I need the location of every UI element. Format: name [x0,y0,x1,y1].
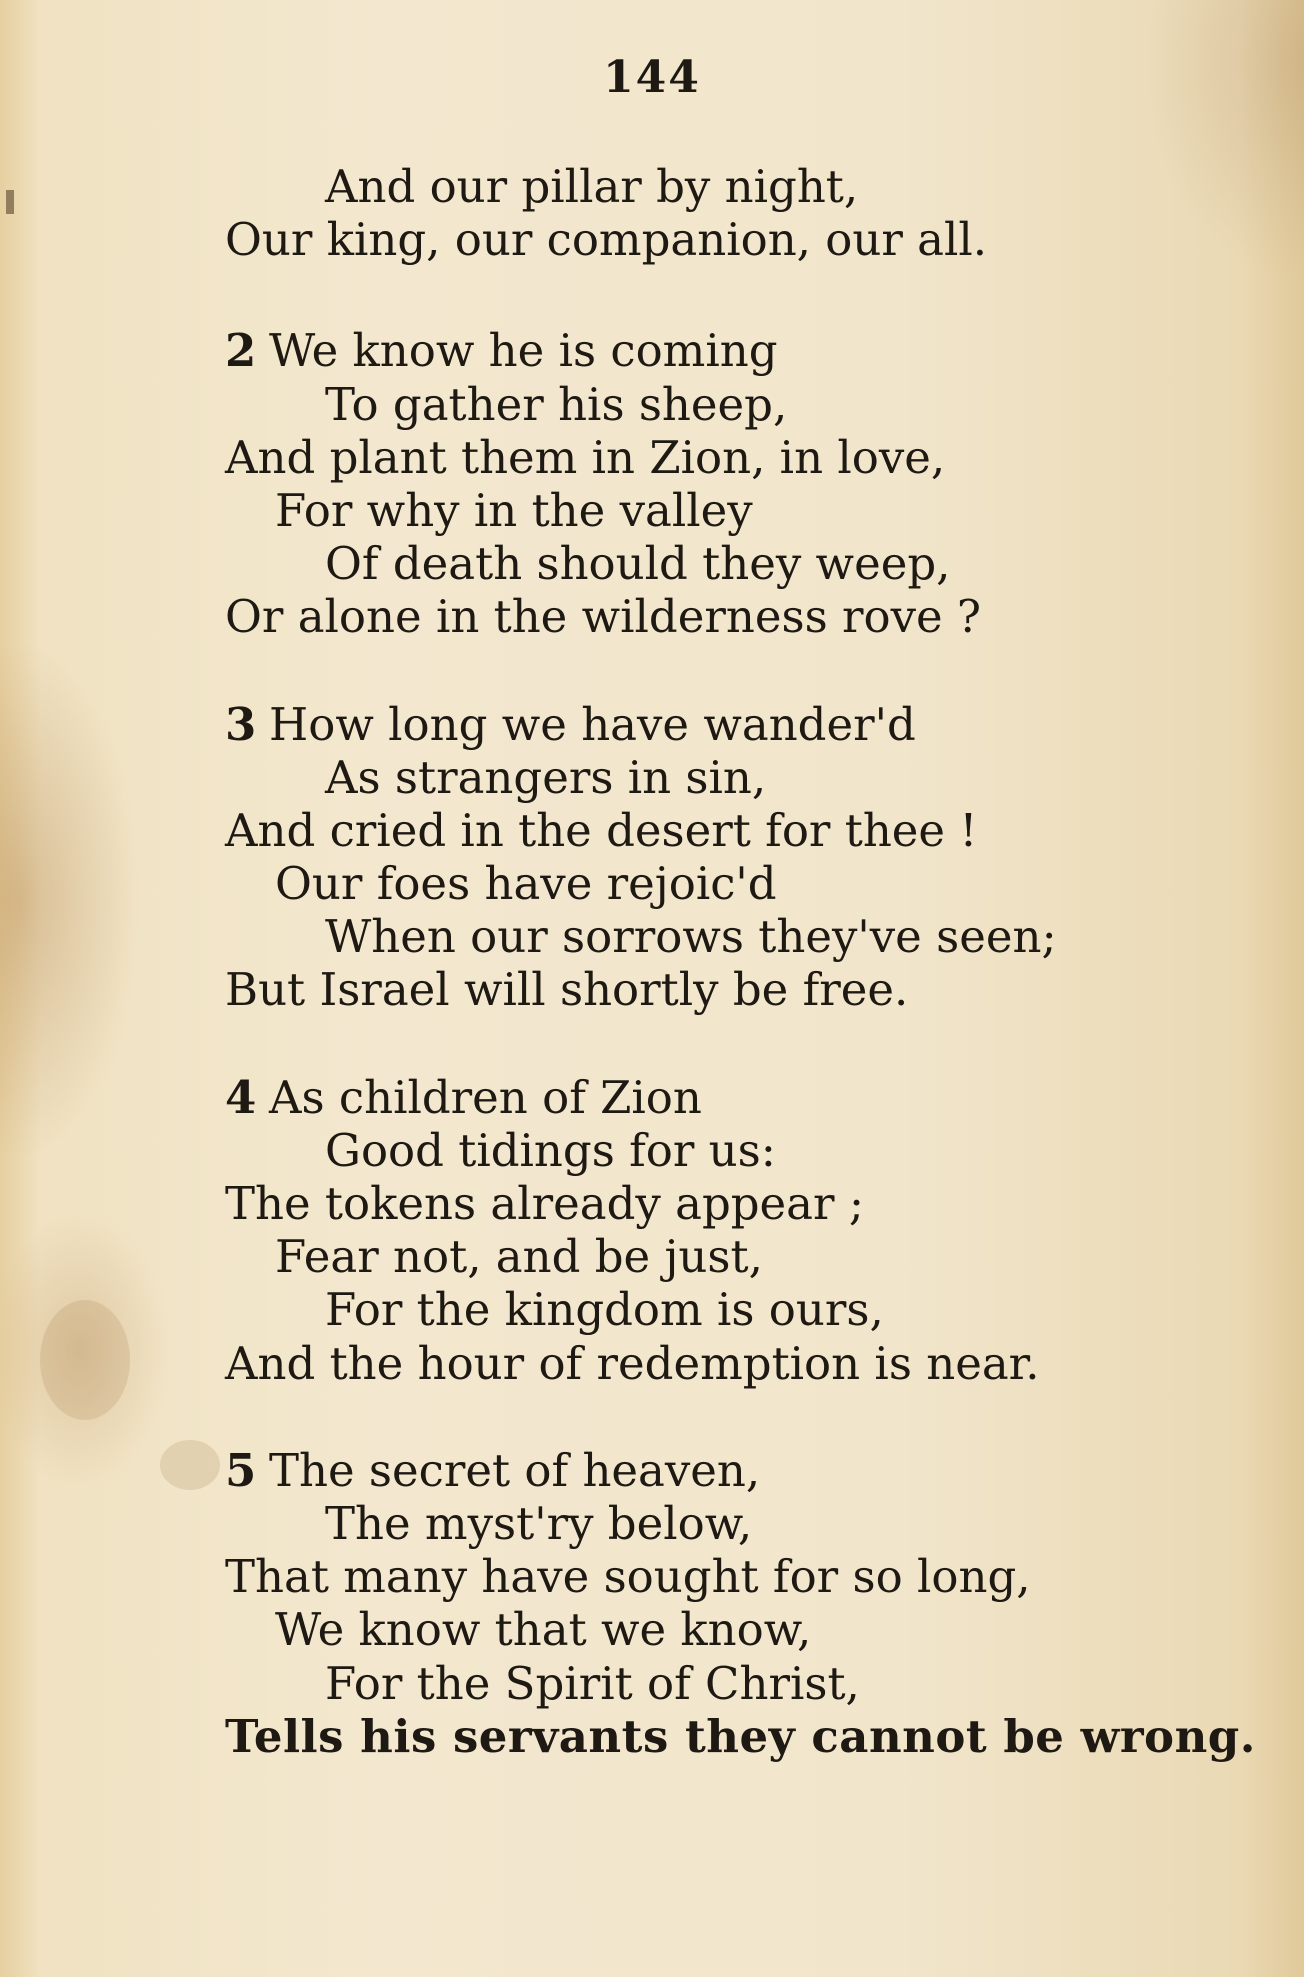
verse-line-text: The secret of heaven, [269,1443,761,1497]
verse-line [225,1550,1265,1603]
verse-line [225,324,1265,377]
verse-line-text: For why in the valley [275,483,753,537]
verse-line [225,857,1265,910]
verse-line-text: And the hour of redemption is near. [225,1336,1040,1390]
stanza [225,160,1265,266]
stanza [225,1444,1265,1763]
verse-line [225,590,1265,643]
verse-line-text: When our sorrows they've seen; [325,910,1057,964]
verse-line-text: Of death should they weep, [325,537,951,591]
verse-line [225,1710,1265,1763]
verse-line-text: And cried in the desert for thee ! [225,803,978,857]
verse-line-text: For the Spirit of Christ, [325,1656,860,1710]
verse-line [225,537,1265,590]
stanza-number: 2 [225,324,257,378]
verse-line-text: For the kingdom is ours, [325,1283,884,1337]
stanza-number: 4 [225,1070,257,1124]
verse-line-text: To gather his sheep, [325,377,788,431]
verse-line [225,1444,1265,1497]
verse-line-text: As children of Zion [269,1070,702,1124]
verse-line-text: Our king, our companion, our all. [225,213,988,267]
verse-line [225,1497,1265,1550]
verse-line [225,213,1265,266]
verse-line-text: Tells his servants they cannot be wrong. [225,1709,1256,1763]
verse-line-text: Or alone in the wilderness rove ? [225,590,982,644]
verse-line [225,1177,1265,1230]
verse-line-text: We know that we know, [275,1603,812,1657]
verse-line [225,431,1265,484]
paper-stain [40,1300,130,1420]
verse-line-text: And our pillar by night, [325,160,859,213]
stanza-number: 3 [225,697,257,751]
stanza [225,1071,1265,1390]
verse-line [225,963,1265,1016]
verse-line-text: Fear not, and be just, [275,1230,763,1284]
verse-line [225,484,1265,537]
verse-line-text: The myst'ry below, [325,1496,753,1550]
verse-line [225,1337,1265,1390]
verse-line [225,1283,1265,1336]
verse-line [225,1657,1265,1710]
verse-line [225,1230,1265,1283]
stanza [225,324,1265,643]
verse-line-text: We know he is coming [269,324,778,378]
verse-line [225,160,1265,213]
verse-line [225,1071,1265,1124]
verse-line-text: And plant them in Zion, in love, [225,430,946,484]
stanza-number: 5 [225,1443,257,1497]
verse-line [225,378,1265,431]
verse-line [225,1124,1265,1177]
verse-line-text: That many have sought for so long, [225,1550,1031,1604]
verse-line [225,1603,1265,1656]
verse-line-text: But Israel will shortly be free. [225,963,909,1017]
verse-line-text: As strangers in sin, [325,750,767,804]
hymn-text [225,160,1265,1817]
stanza [225,698,1265,1017]
binding-mark [6,190,14,214]
verse-line [225,804,1265,857]
page-number: 144 [603,52,701,103]
verse-line [225,910,1265,963]
verse-line-text: How long we have wander'd [269,697,916,751]
paper-stain [160,1440,220,1490]
verse-line-text: Our foes have rejoic'd [275,857,777,911]
verse-line [225,751,1265,804]
verse-line [225,698,1265,751]
verse-line-text: The tokens already appear ; [225,1177,864,1230]
verse-line-text: Good tidings for us: [325,1123,776,1177]
